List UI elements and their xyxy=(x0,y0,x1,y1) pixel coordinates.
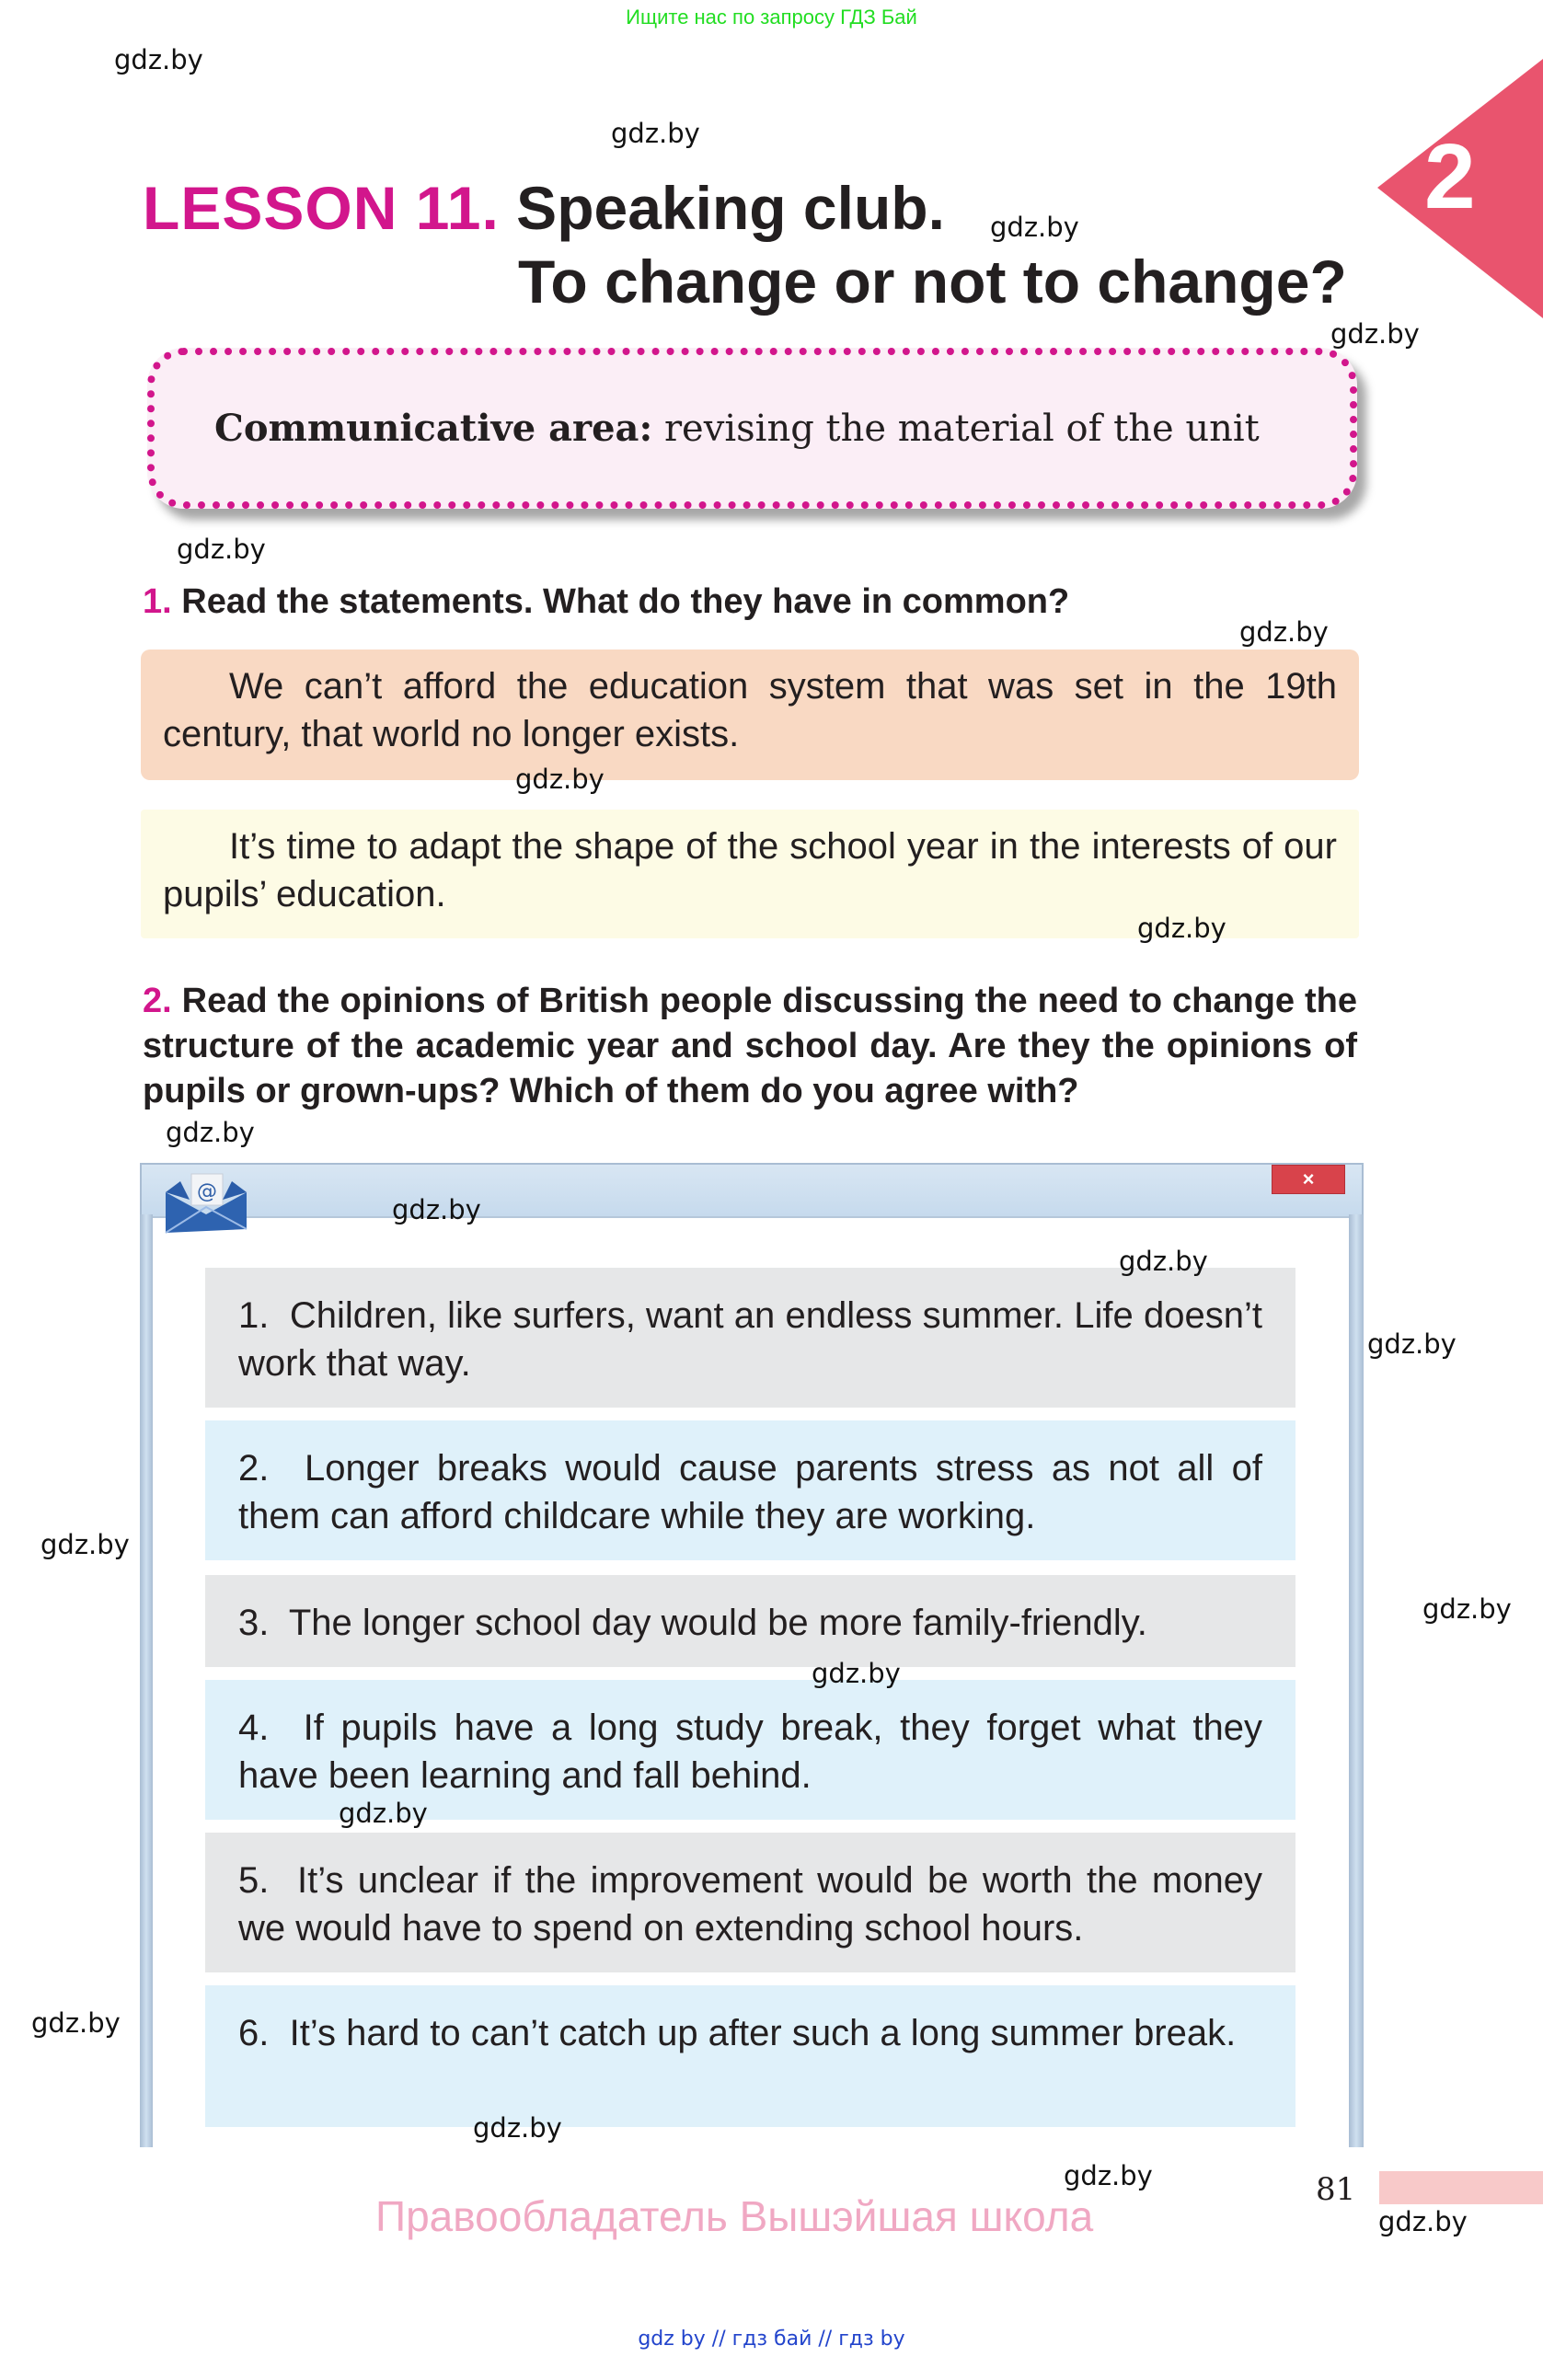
statement-2-text: It’s time to adapt the shape of the school year in the interests of our pupils’ education. xyxy=(163,826,1337,914)
close-icon: × xyxy=(1302,1167,1315,1190)
watermark: gdz.by xyxy=(1119,1246,1208,1277)
opinion-text: It’s unclear if the improvement would be worth the money we would have to spend on extending school hours. xyxy=(238,1860,1262,1949)
watermark: gdz.by xyxy=(339,1798,428,1829)
window-frame-left xyxy=(140,1214,153,2147)
chapter-number: 2 xyxy=(1424,125,1476,228)
opinion-item-6 xyxy=(205,1985,1295,2127)
watermark: gdz.by xyxy=(515,764,605,795)
close-button[interactable] xyxy=(1272,1165,1345,1194)
watermark: gdz.by xyxy=(40,1529,130,1560)
watermark: gdz.by xyxy=(177,534,266,565)
opinion-number: 5. xyxy=(238,1860,270,1901)
exercise-1-number: 1. xyxy=(143,582,172,621)
opinion-item-3 xyxy=(205,1575,1295,1667)
watermark: gdz.by xyxy=(1064,2160,1153,2191)
lesson-title-line2: To change or not to change? xyxy=(518,247,1347,316)
opinion-item-5 xyxy=(205,1833,1295,1972)
watermark: gdz.by xyxy=(114,44,203,75)
top-banner: Ищите нас по запросу ГДЗ Бай xyxy=(626,6,917,29)
watermark: gdz.by xyxy=(1367,1328,1457,1360)
watermark: gdz.by xyxy=(166,1117,255,1148)
communicative-area-value: revising the material of the unit xyxy=(663,408,1260,450)
watermark: gdz.by xyxy=(1330,318,1420,350)
opinion-text: It’s hard to can’t catch up after such a long summer break. xyxy=(289,2013,1237,2053)
watermark: gdz.by xyxy=(473,2112,562,2144)
svg-text:@: @ xyxy=(197,1180,217,1203)
opinion-number: 4. xyxy=(238,1707,270,1748)
exercise-2-number: 2. xyxy=(143,982,172,1020)
opinion-number: 3. xyxy=(238,1603,270,1643)
watermark: gdz.by xyxy=(1239,616,1329,648)
email-envelope-icon xyxy=(162,1172,250,1236)
watermark: gdz.by xyxy=(611,118,700,149)
watermark: gdz.by xyxy=(1378,2206,1468,2237)
opinion-item-1 xyxy=(205,1268,1295,1408)
page-number-bar xyxy=(1379,2171,1543,2204)
communicative-area-label: Communicative area: xyxy=(214,407,653,450)
opinion-text: If pupils have a long study break, they forget what they have been learning and fall behind. xyxy=(238,1707,1263,1796)
communicative-area-box xyxy=(147,348,1357,509)
watermark: gdz.by xyxy=(1137,913,1226,944)
window-frame-right xyxy=(1349,1214,1364,2147)
opinion-text: Longer breaks would cause parents stress as not all of them can afford childcare while they are working. xyxy=(238,1448,1262,1536)
watermark: gdz.by xyxy=(1422,1593,1512,1625)
watermark: gdz.by xyxy=(31,2007,121,2039)
statement-1-text: We can’t afford the education system that was set in the 19th century, that world no longer exists. xyxy=(163,666,1337,754)
watermark: gdz.by xyxy=(812,1658,901,1689)
statement-1 xyxy=(141,650,1359,780)
lesson-title-line1: Speaking club. xyxy=(516,174,945,242)
lesson-label: LESSON 11. xyxy=(143,174,500,242)
exercise-2-text: Read the opinions of British people discussing the need to change the structure of the academic year and school day. Are they the opinions of pupils or grown-ups? Which of them do you agree with? xyxy=(143,982,1357,1110)
window-titlebar xyxy=(140,1163,1364,1216)
exercise-1-instruction xyxy=(143,580,1069,625)
watermark: gdz.by xyxy=(990,212,1079,243)
opinion-number: 2. xyxy=(238,1448,270,1489)
communicative-area-text xyxy=(214,407,1260,450)
opinion-text: Children, like surfers, want an endless summer. Life doesn’t work that way. xyxy=(238,1295,1262,1384)
opinion-number: 6. xyxy=(238,2013,270,2053)
opinion-item-2 xyxy=(205,1420,1295,1560)
exercise-1-text: Read the statements. What do they have in common? xyxy=(181,582,1070,621)
page-number: 81 xyxy=(1316,2171,1356,2208)
bottom-links[interactable]: gdz by // гдз бай // гдз by xyxy=(638,2328,905,2351)
exercise-2-instruction xyxy=(143,979,1357,1114)
opinion-text: The longer school day would be more family-friendly. xyxy=(288,1603,1147,1643)
page-title xyxy=(143,175,945,243)
copyright-notice: Правообладатель Вышэйшая школа xyxy=(375,2192,1094,2240)
opinion-number: 1. xyxy=(238,1295,270,1336)
watermark: gdz.by xyxy=(392,1194,481,1225)
